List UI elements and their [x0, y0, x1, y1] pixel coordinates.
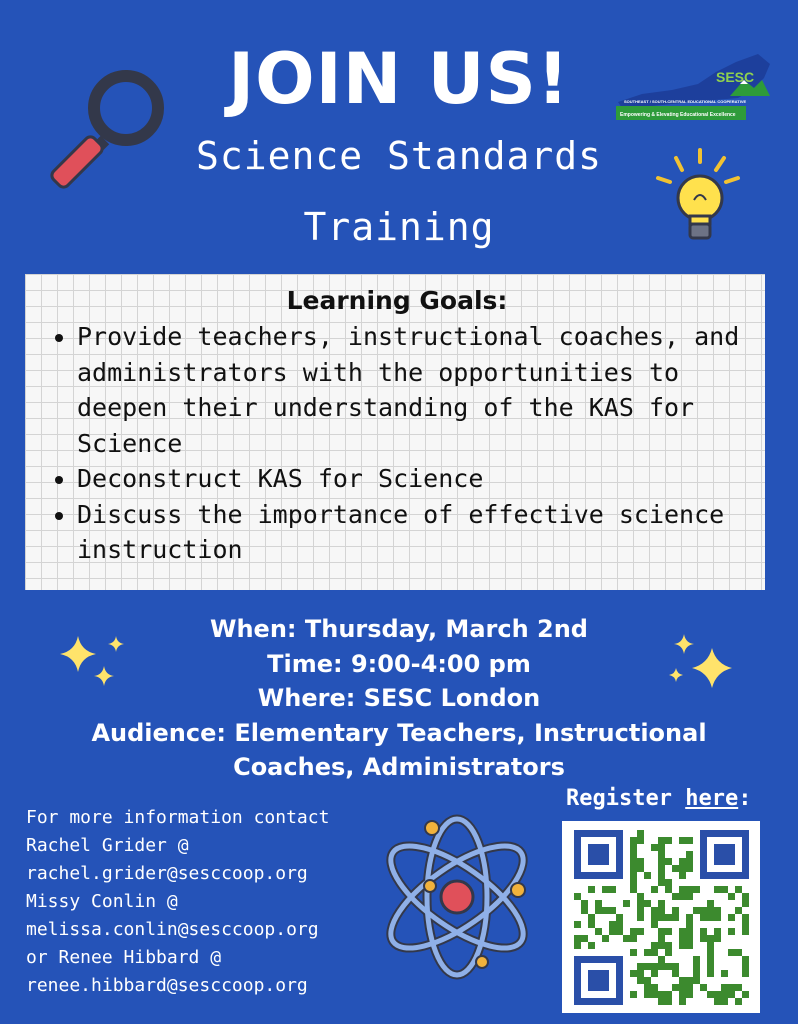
contact-line: Rachel Grider @	[26, 835, 189, 856]
light-bulb-icon	[652, 148, 742, 246]
contact-info	[26, 804, 366, 1000]
event-details	[0, 612, 798, 785]
register-colon: :	[738, 786, 752, 811]
learning-goals-box	[25, 274, 765, 590]
subtitle-line2: Training	[303, 205, 495, 249]
event-time: Time: 9:00-4:00 pm	[267, 649, 531, 678]
contact-line: or Renee Hibbard @	[26, 947, 222, 968]
contact-email[interactable]: melissa.conlin@sesccoop.org	[26, 919, 319, 940]
subtitle-line1: Science Standards	[196, 134, 602, 178]
logo-name: SESC	[716, 69, 755, 85]
learning-goals-list	[47, 319, 747, 568]
page-title: JOIN US!	[228, 38, 570, 120]
qr-code-icon	[562, 821, 760, 1013]
register-text: Register	[566, 786, 686, 811]
event-audience-line1: Audience: Elementary Teachers, Instructional	[91, 718, 707, 747]
goal-item: • Provide teachers, instructional coaches, and administrators with the opportunities to deepen their understanding of the KAS for Science	[77, 319, 747, 461]
event-audience-line2: Coaches, Administrators	[233, 753, 565, 781]
event-where: Where: SESC London	[257, 684, 541, 712]
register-link[interactable]: here	[685, 786, 739, 811]
magnifying-glass-icon	[44, 66, 170, 190]
contact-intro: For more information contact	[26, 807, 330, 828]
logo-tagline: Empowering & Elevating Educational Excellence	[620, 112, 736, 118]
contact-email[interactable]: renee.hibbard@sesccoop.org	[26, 975, 308, 996]
event-when: When: Thursday, March 2nd	[210, 615, 588, 643]
learning-goals-heading: Learning Goals:	[286, 286, 508, 315]
register-label	[566, 786, 751, 811]
goal-item: • Discuss the importance of effective science instruction	[77, 497, 747, 568]
contact-email[interactable]: rachel.grider@sesccoop.org	[26, 863, 308, 884]
atom-icon	[372, 812, 542, 982]
qr-code[interactable]	[562, 821, 760, 1013]
goal-item: • Deconstruct KAS for Science	[77, 461, 747, 497]
logo-org-line: SOUTHEAST / SOUTH-CENTRAL EDUCATIONAL COOPERATIVE	[624, 99, 747, 104]
contact-line: Missy Conlin @	[26, 891, 178, 912]
sesc-logo	[612, 50, 776, 122]
